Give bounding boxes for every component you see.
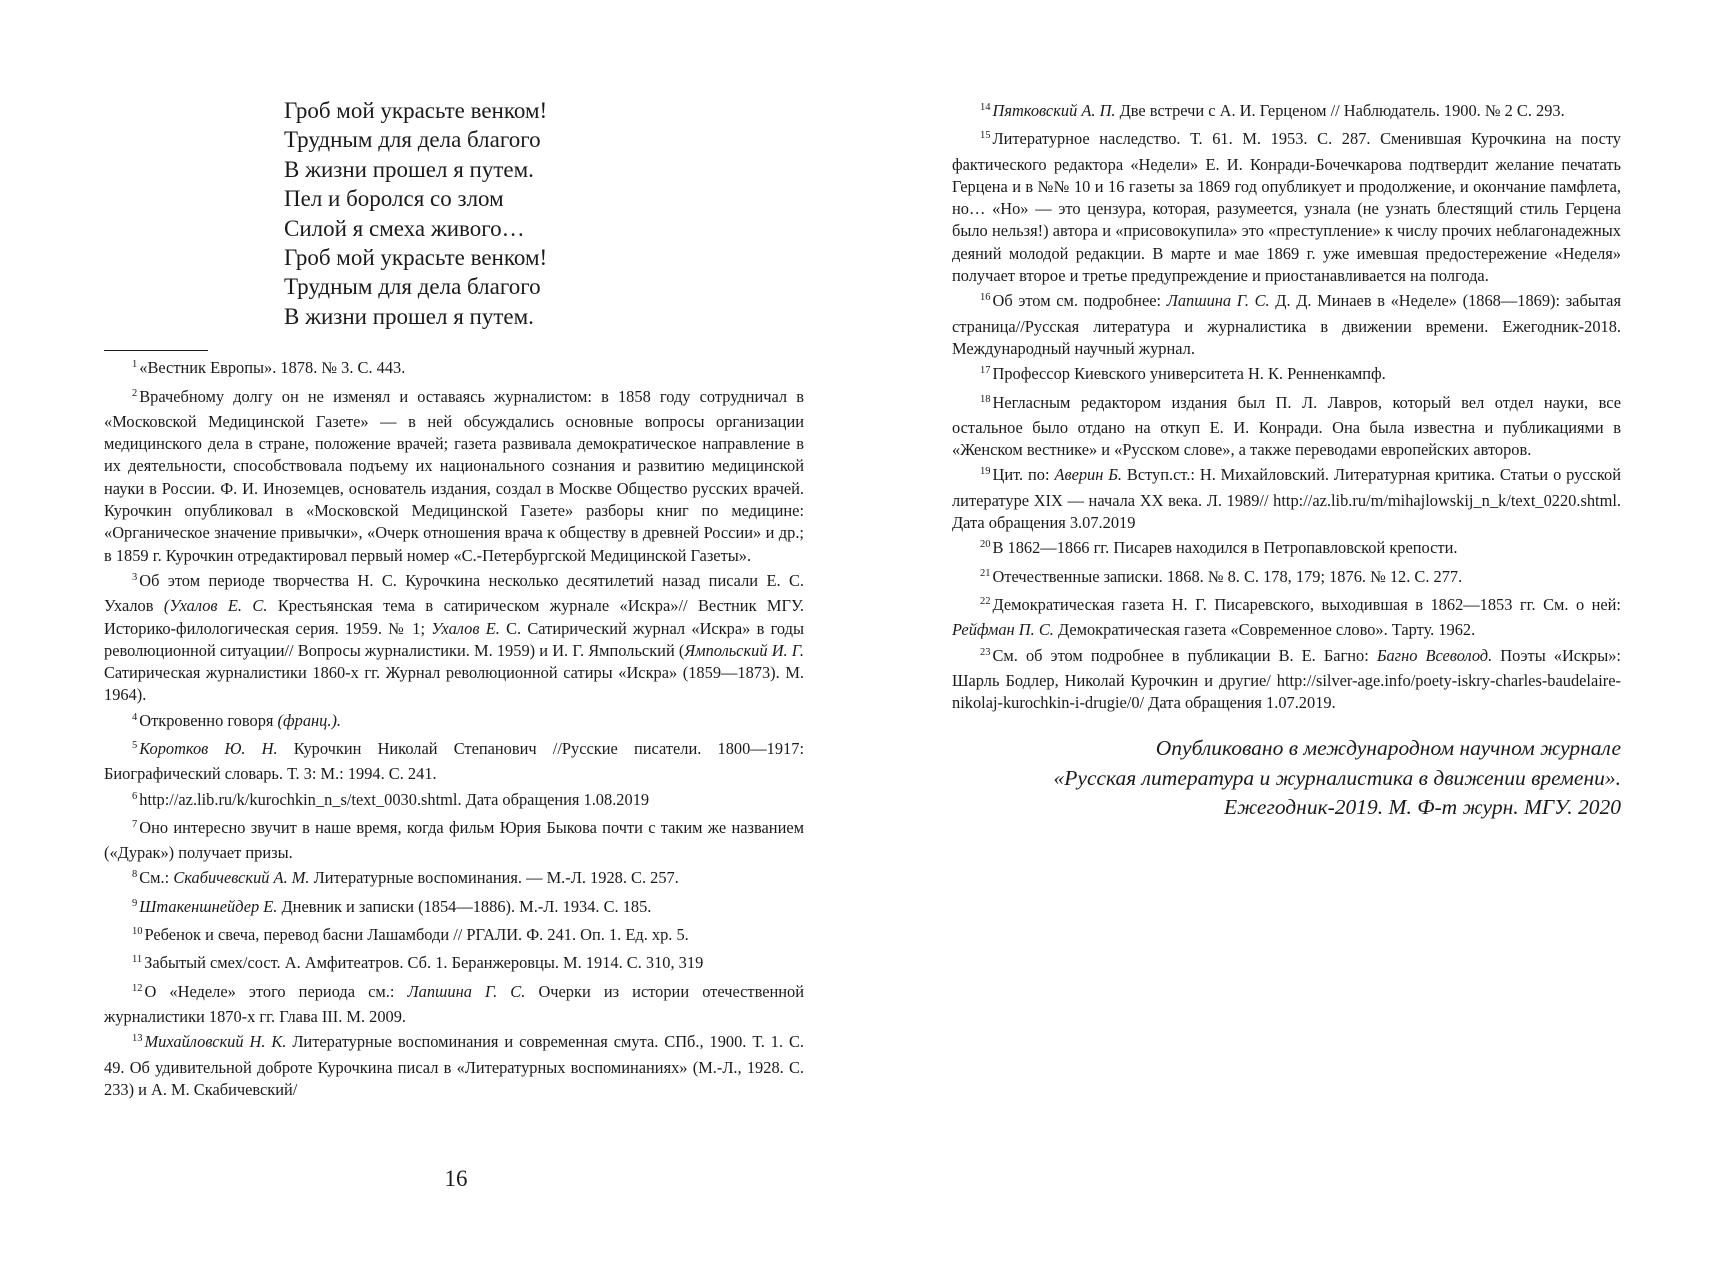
- footnote-number: 22: [980, 595, 991, 607]
- footnote: [952, 128, 1621, 287]
- footnote-number: 14: [980, 102, 991, 113]
- footnote: [952, 537, 1621, 562]
- footnote: [952, 464, 1621, 534]
- poem-line: Гроб мой украсьте венком!: [284, 98, 548, 123]
- left-page: [104, 96, 804, 1104]
- footnote-number: 1: [132, 359, 138, 371]
- footnote-number: 17: [980, 365, 991, 377]
- footnote-italic-text: (Ухалов Е. С.: [163, 596, 268, 616]
- footnote-number: 3: [132, 571, 138, 583]
- poem-line: Пел и боролся со злом: [284, 186, 504, 212]
- footnote-italic-text: Аверин Б.: [1054, 465, 1123, 485]
- footnote-separator: [104, 350, 208, 351]
- poem-line: Трудным для дела благого: [284, 127, 541, 153]
- footnote-text: Цит. по:: [992, 465, 1055, 485]
- footnote-text: В 1862—1866 гг. Писарев находился в Петропавловской крепости.: [992, 538, 1458, 558]
- footnote-number: 6: [132, 790, 138, 802]
- footnote: [952, 100, 1621, 125]
- footnote-number: 7: [132, 818, 138, 830]
- footnote: [104, 738, 804, 786]
- footnote-text: http://az.lib.ru/k/kurochkin_n_s/text_0030.shtml. Дата обращения 1.08.2019: [139, 789, 650, 809]
- publication-note: [952, 734, 1621, 823]
- footnote-italic-text: Коротков Ю. Н.: [139, 739, 278, 758]
- footnote-italic-text: Ямпольский И. Г.: [684, 640, 804, 660]
- footnote-text: См. об этом подробнее в публикации В. Е. Багно:: [992, 645, 1377, 665]
- footnote-text: С. Сатирический журнал «Искра» в годы революционной ситуации// Вопросы журналистики. М. 1959) и И. Г. Ямпольский (: [104, 618, 804, 660]
- footnote: [952, 363, 1621, 388]
- poem-line: Силой я смеха живого…: [284, 215, 525, 241]
- publication-line: Ежегодник-2019. М. Ф-т журн. МГУ. 2020: [1224, 795, 1621, 820]
- footnote-italic-text: Рейфман П. С.: [952, 620, 1054, 640]
- footnote-text: Две встречи с А. И. Герценом // Наблюдатель. 1900. № 2 С. 293.: [1115, 101, 1565, 120]
- footnote-number: 23: [980, 646, 991, 658]
- footnote-text: Отечественные записки. 1868. № 8. С. 178, 179; 1876. № 12. С. 277.: [992, 566, 1463, 586]
- footnote-italic-text: Михайловский Н. К.: [144, 1032, 287, 1052]
- footnote: [104, 981, 804, 1029]
- footnote-text: Профессор Киевского университета Н. К. Ренненкампф.: [992, 364, 1386, 384]
- footnote-text: Об этом см. подробнее:: [992, 291, 1167, 311]
- footnote-italic-text: Скабичевский А. М.: [173, 868, 310, 888]
- footnote: [104, 817, 804, 865]
- footnote: [104, 386, 804, 567]
- poem-line: В жизни прошел я путем.: [284, 156, 534, 182]
- footnote: [104, 896, 804, 921]
- footnote-text: Курочкин Николай Степанович //Русские писатели. 1800—1917: Биографический словарь. Т. 3: М.: 1994. С. 241.: [104, 739, 805, 784]
- right-page: [952, 100, 1621, 823]
- footnote-text: Об этом периоде творчества Н. С. Курочкина несколько десятилетий назад писали Е. С. Ухалов: [104, 570, 804, 616]
- publication-line: Опубликовано в международном научном журнале: [1155, 736, 1621, 761]
- footnote: [104, 952, 804, 977]
- footnote-italic-text: Лапшина Г. С.: [1166, 291, 1270, 311]
- footnote-text: Вступ.ст.: Н. Михайловский. Литературная критика. Статьи о русской литературе XIX — начала XX века. Л. 1989// http://az.lib.ru/m/mihajlowskij_n_k/text_0220.shtml. Дата обращения 3.07.2019: [952, 465, 1621, 533]
- footnote-number: 5: [132, 740, 138, 751]
- footnote-text: Очерки из истории отечественной журналистики 1870-х гг. Глава III. М. 2009.: [104, 981, 804, 1026]
- page-number: 16: [444, 1166, 468, 1191]
- footnote-number: 13: [132, 1033, 143, 1045]
- footnote-number: 4: [132, 711, 138, 723]
- footnote-number: 8: [132, 869, 138, 881]
- footnote-number: 20: [980, 539, 991, 551]
- footnote-italic-text: Багно Всеволод.: [1376, 645, 1493, 665]
- footnote-text: Оно интересно звучит в наше время, когда фильм Юрия Быкова почти с таким же названием («Дурак») получает призы.: [104, 817, 804, 863]
- footnote: [952, 566, 1621, 591]
- footnote-number: 15: [980, 130, 991, 142]
- footnote: [104, 924, 804, 949]
- footnote-italic-text: Лапшина Г. С.: [407, 981, 526, 1001]
- footnote: [952, 290, 1621, 360]
- footnote-italic-text: (франц.).: [277, 710, 341, 730]
- footnote-text: Литературное наследство. Т. 61. М. 1953. С. 287. Сменившая Курочкина на посту фактического редактора «Недели» Е. И. Конради-Бочечкарова подтвердит желание печатать Герцена и в №№ 10 и 16 газеты за 1869 год опубликует и продолжение, и окончание памфлета, но… «Но» — это цензура, которая, разумеется, узнала (не узнать блестящий стиль Герцена было нельзя!) автора и «присовокупила» это «преступление» к числу прочих неблагонадежных деяний молодой редакции. В марте и мае 1869 г. уже имевшая предостережение «Неделя» получает второе и третье предупреждение и приостанавливается на полгода.: [952, 129, 1621, 286]
- footnote-text: См.:: [139, 868, 174, 888]
- footnote-text: Ребенок и свеча, перевод басни Лашамбоди // РГАЛИ. Ф. 241. Оп. 1. Ед. хр. 5.: [144, 925, 689, 945]
- footnote-text: Литературные воспоминания. — М.-Л. 1928. С. 257.: [309, 868, 679, 888]
- footnote: [952, 645, 1621, 715]
- footnote: [104, 1031, 804, 1101]
- footnote-number: 16: [980, 292, 991, 304]
- footnote-number: 10: [132, 926, 143, 938]
- footnote-number: 12: [132, 982, 143, 994]
- footnote-text: Литературные воспоминания и современная смута. СПб., 1900. Т. 1. С. 49. Об удивительной доброте Курочкина писал в «Литературных воспоминаниях» (М.-Л., 1928. С. 233) и А. М. Скабичевский/: [104, 1032, 804, 1099]
- footnote-text: Демократическая газета Н. Г. Писаревского, выходившая в 1862—1853 гг. См. о ней:: [992, 594, 1621, 614]
- footnote-number: 21: [980, 567, 991, 579]
- footnote-text: Откровенно говоря: [139, 710, 278, 730]
- footnote-text: Д. Д. Минаев в «Неделе» (1868—1869): забытая страница//Русская литература и журналистика в движении времени. Ежегодник-2018. Международный научный журнал.: [952, 291, 1621, 358]
- footnote-number: 9: [132, 897, 138, 909]
- footnote-text: Сатирическая журналистики 1860-х гг. Журнал революционной сатиры «Искра» (1859—1873). М. 1964).: [104, 663, 804, 705]
- poem: [284, 96, 804, 331]
- footnote-text: О «Неделе» этого периода см.:: [144, 981, 408, 1001]
- footnote: [104, 570, 804, 707]
- poem-line: В жизни прошел я путем.: [284, 303, 534, 329]
- footnote-text: Дневник и записки (1854—1886). М.-Л. 1934. С. 185.: [277, 896, 652, 916]
- footnote-text: Поэты «Искры»: Шарль Бодлер, Николай Курочкин и другие/ http://silver-age.info/poety-iskry-charles-baudelaire-nikolaj-kurochkin-i-drugie/0/ Дата обращения 1.07.2019.: [952, 645, 1621, 713]
- footnotes-right: [952, 100, 1621, 714]
- footnote: [104, 867, 804, 892]
- footnote-italic-text: Пятковский А. П.: [992, 101, 1116, 120]
- footnote: [104, 357, 804, 382]
- footnote-number: 18: [980, 393, 991, 405]
- footnote-text: Крестьянская тема в сатирическом журнале «Искра»// Вестник МГУ. Историко-филологическая серия. 1959. № 1;: [104, 596, 804, 638]
- footnote: [104, 789, 804, 814]
- footnote-number: 2: [132, 387, 138, 399]
- footnotes-left: [104, 357, 804, 1101]
- footnote-text: Негласным редактором издания был П. Л. Лавров, который вел отдел науки, все остальное было отдано на откуп Е. И. Конради. Она была известна и публикациями в «Женском вестнике» и «Русском слове», а также переводами европейских авторов.: [952, 392, 1621, 460]
- publication-line: «Русская литература и журналистика в движении времени».: [1053, 765, 1621, 790]
- footnote: [952, 594, 1621, 642]
- footnote-number: 11: [132, 954, 143, 966]
- footnote-text: Врачебному долгу он не изменял и оставаясь журналистом: в 1858 году сотрудничал в «Московской Медицинской Газете» — в ней обсуждались основные вопросы организации медицинского дела в стране, положение врачей; газета развивала демократическое направление в их деятельности, способствовала подъему их национального сознания и развитию медицинской науки в России. Ф. И. Иноземцев, основатель издания, создал в Москве Общество русских врачей. Курочкин опубликовал в «Московской Медицинской Газете» разборы книг по медицине: «Органическое значение привычки», «Очерк отношения врача к обществу в древней России» и др.; в 1859 г. Курочкин отредактировал первый номер «С.-Петербургской Медицинской Газеты».: [104, 386, 804, 565]
- footnote-italic-text: Ухалов Е.: [431, 618, 500, 638]
- footnote-text: Демократическая газета «Современное слово». Тарту. 1962.: [1053, 620, 1476, 640]
- poem-line: Гроб мой украсьте венком!: [284, 245, 548, 271]
- footnote: [104, 710, 804, 735]
- footnote-italic-text: Штакеншнейдер Е.: [139, 896, 278, 916]
- poem-line: Трудным для дела благого: [284, 274, 541, 300]
- footnote-text: «Вестник Европы». 1878. № 3. С. 443.: [139, 358, 406, 378]
- footnote: [952, 392, 1621, 462]
- footnote-text: Забытый смех/сост. А. Амфитеатров. Сб. 1. Беранжеровцы. М. 1914. С. 310, 319: [144, 953, 704, 973]
- footnote-number: 19: [980, 466, 991, 478]
